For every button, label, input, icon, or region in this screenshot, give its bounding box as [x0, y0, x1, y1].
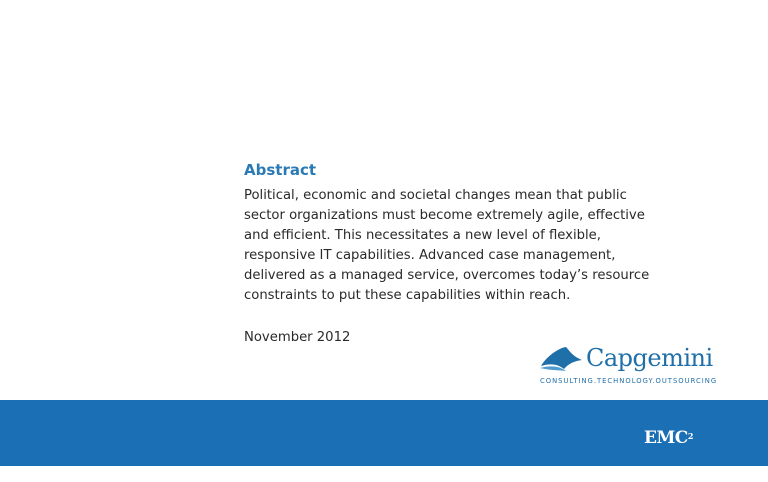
abstract-line: and efficient. This necessitates a new level of flexible, — [244, 228, 601, 243]
abstract-heading: Abstract — [244, 161, 317, 179]
emc-wordmark: EMC — [644, 428, 688, 448]
abstract-line: constraints to put these capabilities within reach. — [244, 288, 571, 303]
abstract-line: delivered as a managed service, overcomes today’s resource — [244, 268, 650, 283]
abstract-line: sector organizations must become extremely agile, effective — [244, 208, 645, 223]
capgemini-wordmark: Capgemini — [586, 344, 713, 372]
abstract-body — [244, 186, 664, 306]
emc-logo — [644, 428, 693, 448]
emc-superscript: 2 — [687, 431, 693, 441]
abstract-line: Political, economic and societal changes mean that public — [244, 188, 627, 203]
capgemini-logo — [538, 342, 718, 388]
abstract-line: responsive IT capabilities. Advanced case management, — [244, 248, 616, 263]
publication-date: November 2012 — [244, 330, 351, 345]
abstract-section — [244, 160, 664, 306]
capgemini-tagline: CONSULTING.TECHNOLOGY.OUTSOURCING — [540, 377, 718, 385]
spade-icon — [538, 344, 586, 374]
